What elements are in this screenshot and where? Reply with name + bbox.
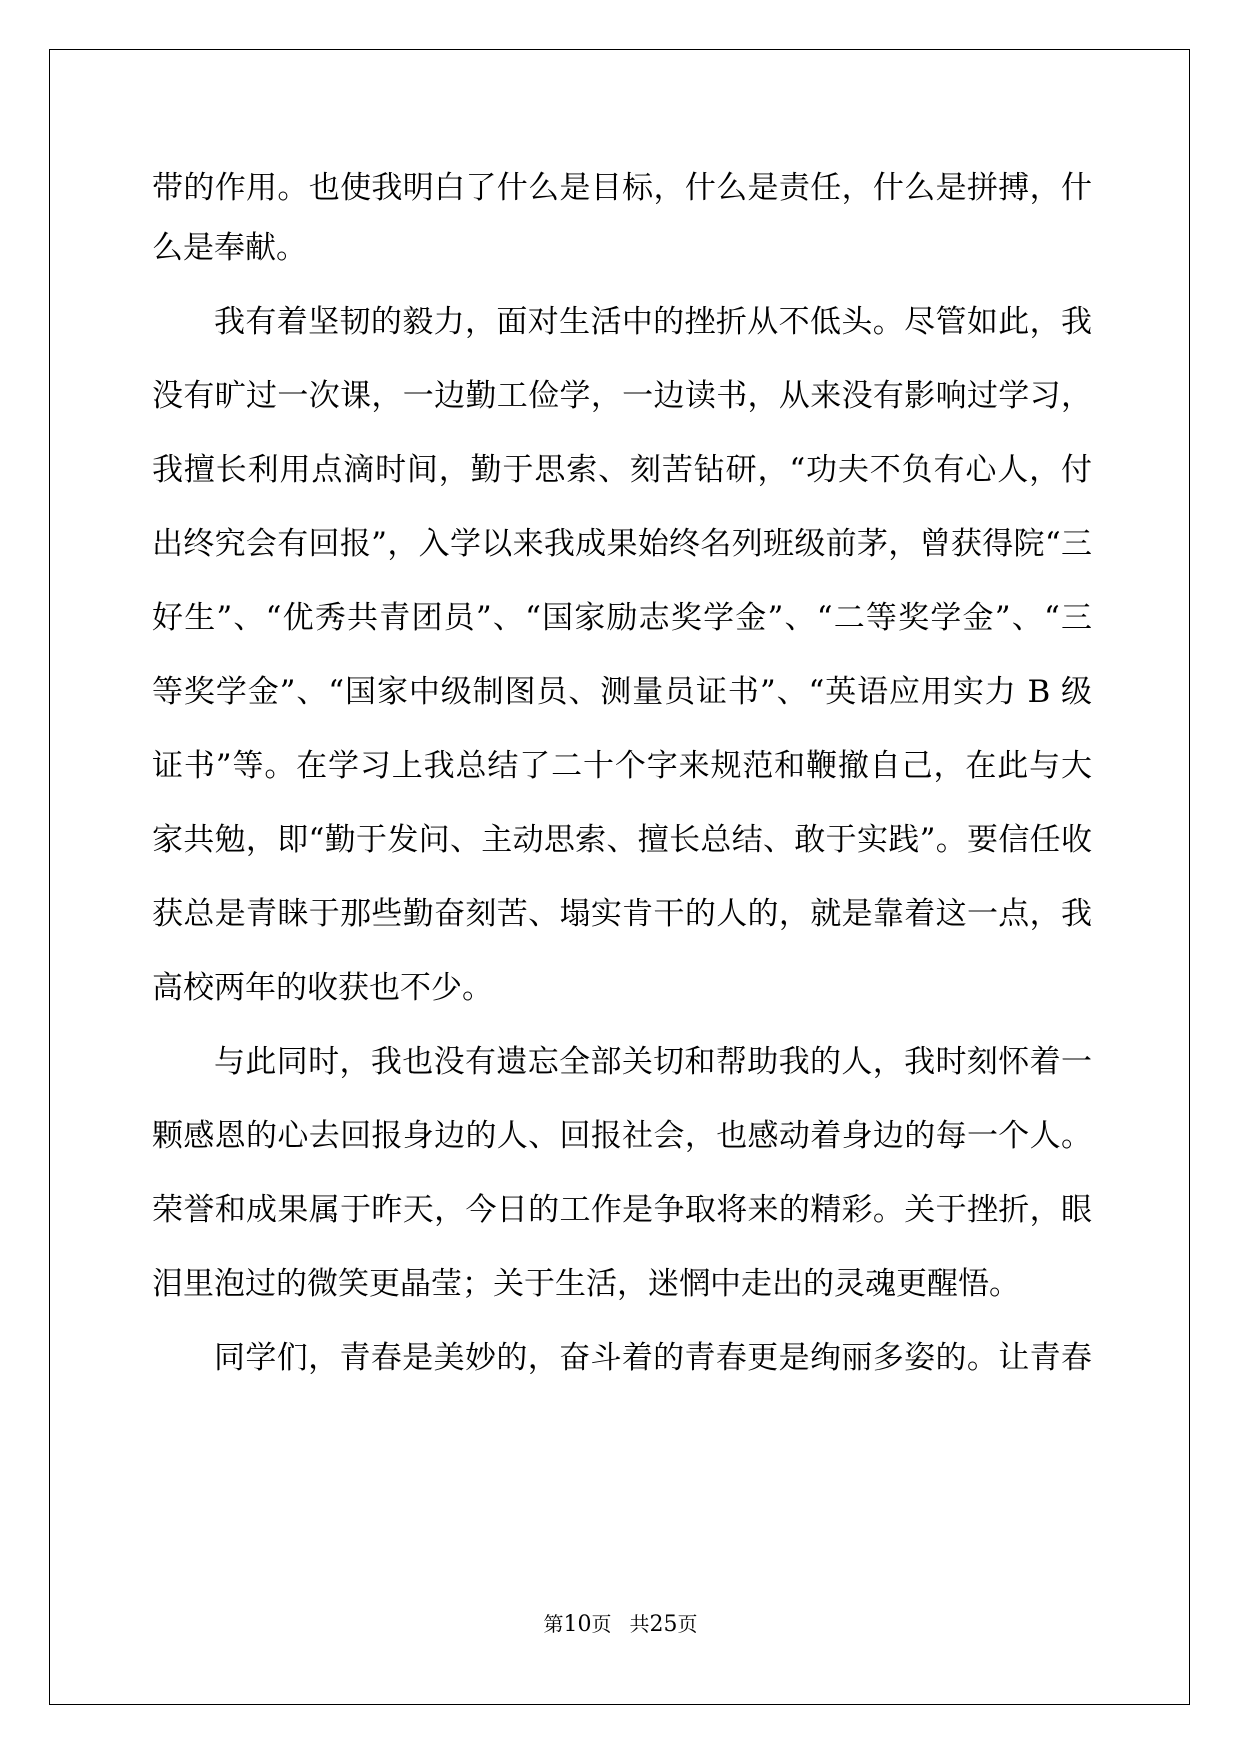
text-line-16: 泪里泡过的微笑更晶莹；关于生活，迷惘中走出的灵魂更醒悟。 bbox=[152, 1266, 1020, 1302]
text-line-10: 家共勉，即“勤于发问、主动思索、擅长总结、敢于实践”。要信任收 bbox=[152, 822, 1092, 858]
text-line-3: 我有着坚韧的毅力，面对生活中的挫折从不低头。尽管如此，我 bbox=[214, 304, 1092, 340]
page-border bbox=[49, 49, 1190, 1705]
text-line-7: 好生”、“优秀共青团员”、“国家励志奖学金”、“二等奖学金”、“三 bbox=[152, 600, 1092, 636]
page-footer bbox=[0, 1612, 1241, 1637]
text-line-11: 获总是青睐于那些勤奋刻苦、塌实肯干的人的，就是靠着这一点，我 bbox=[152, 896, 1092, 932]
text-line-12: 高校两年的收获也不少。 bbox=[152, 970, 493, 1006]
text-line-4: 没有旷过一次课，一边勤工俭学，一边读书，从来没有影响过学习， bbox=[152, 378, 1092, 414]
footer-page-suffix: 页 bbox=[591, 1612, 612, 1636]
footer-total-pages: 25 bbox=[649, 1612, 678, 1637]
text-line-2: 么是奉献。 bbox=[152, 230, 307, 266]
text-line-13: 与此同时，我也没有遗忘全部关切和帮助我的人，我时刻怀着一 bbox=[214, 1044, 1092, 1080]
footer-page-number: 10 bbox=[563, 1612, 592, 1637]
footer-total-prefix: 共 bbox=[629, 1612, 650, 1636]
footer-prefix: 第 bbox=[543, 1612, 564, 1636]
text-line-17: 同学们，青春是美妙的，奋斗着的青春更是绚丽多姿的。让青春 bbox=[214, 1340, 1092, 1376]
text-line-5: 我擅长利用点滴时间，勤于思索、刻苦钻研，“功夫不负有心人，付 bbox=[152, 452, 1092, 488]
text-line-9: 证书”等。在学习上我总结了二十个字来规范和鞭撤自己，在此与大 bbox=[152, 748, 1092, 784]
text-line-15: 荣誉和成果属于昨天，今日的工作是争取将来的精彩。关于挫折，眼 bbox=[152, 1192, 1092, 1228]
text-line-14: 颗感恩的心去回报身边的人、回报社会，也感动着身边的每一个人。 bbox=[152, 1118, 1092, 1154]
text-line-6: 出终究会有回报”，入学以来我成果始终名列班级前茅，曾获得院“三 bbox=[152, 526, 1092, 562]
text-line-8: 等奖学金”、“国家中级制图员、测量员证书”、“英语应用实力 B 级 bbox=[152, 674, 1092, 710]
text-line-1: 带的作用。也使我明白了什么是目标，什么是责任，什么是拼搏，什 bbox=[152, 170, 1092, 206]
footer-total-suffix: 页 bbox=[677, 1612, 698, 1636]
